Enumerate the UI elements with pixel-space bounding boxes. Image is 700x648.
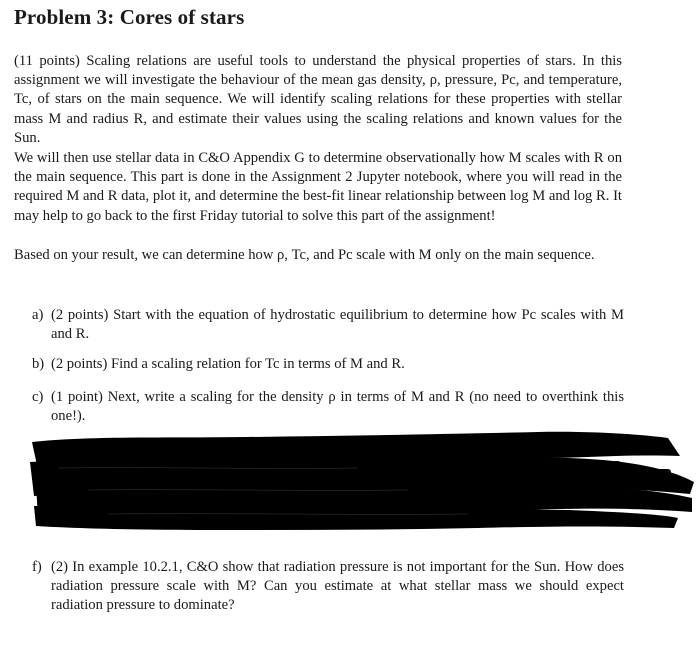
- question-b-label: b): [32, 356, 45, 372]
- question-a-text: (2 points) Start with the equation of hydrostatic equilibrium to determine how Pc scales with M and R.: [51, 307, 624, 343]
- question-f-text: (2) In example 10.2.1, C&O show that radiation pressure is not important for the Sun. How does radiation pressure scale with M? Can you estimate at what stellar mass we should expect radiation pressure to dominate?: [51, 559, 624, 614]
- question-c: [32, 388, 624, 426]
- question-a-label: a): [32, 307, 44, 323]
- intro-paragraph: (11 points) Scaling relations are useful tools to understand the physical properties of stars. In this assignment we will investigate the behaviour of the mean gas density, ρ, pressure, Pc, and temperature, Tc, of stars on the main sequence. We will identify scaling relations for these properties with stellar mass M and radius R, and estimate their values using the scaling relations and known values for the Sun.: [14, 53, 622, 146]
- question-b: [32, 355, 624, 374]
- problem-title: Problem 3: Cores of stars: [14, 5, 245, 29]
- question-b-text: (2 points) Find a scaling relation for Tc in terms of M and R.: [51, 356, 405, 372]
- question-c-text: (1 point) Next, write a scaling for the density ρ in terms of M and R (no need to overthink this one!).: [51, 389, 624, 425]
- question-a: [32, 306, 624, 344]
- question-f: [32, 558, 624, 616]
- method-paragraph: We will then use stellar data in C&O Appendix G to determine observationally how M scales with R on the main sequence. This part is done in the Assignment 2 Jupyter notebook, where you will read in the required M and R data, plot it, and determine the best-fit linear relationship between log M and log R. It may help to go back to the first Friday tutorial to solve this part of the assignment!: [14, 150, 622, 224]
- question-c-label: c): [32, 389, 44, 405]
- result-paragraph: Based on your result, we can determine how ρ, Tc, and Pc scale with M only on the main sequence.: [14, 247, 595, 263]
- redaction-scribble: [28, 428, 696, 534]
- question-f-label: f): [32, 559, 42, 575]
